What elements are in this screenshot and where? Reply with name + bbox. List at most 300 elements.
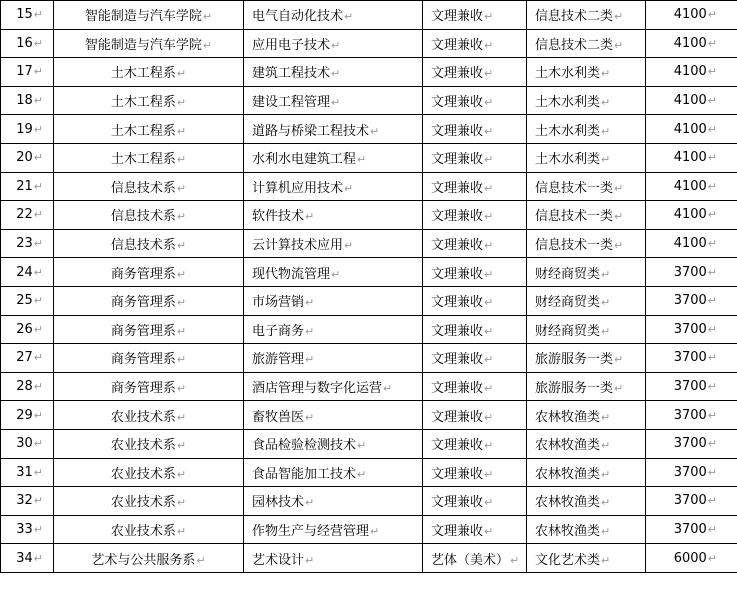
cell-subject-text: 文理兼收 xyxy=(431,352,484,368)
paragraph-mark-icon: ↵ xyxy=(370,524,380,538)
cell-department-text: 农业技术系 xyxy=(110,409,176,425)
cell-category xyxy=(527,315,646,344)
paragraph-mark-icon: ↵ xyxy=(33,122,43,136)
paragraph-mark-icon: ↵ xyxy=(305,324,315,338)
paragraph-mark-icon: ↵ xyxy=(707,265,717,279)
cell-major xyxy=(244,401,423,430)
cell-department-text: 农业技术系 xyxy=(110,495,176,511)
table-row xyxy=(1,1,737,30)
paragraph-mark-icon: ↵ xyxy=(357,153,367,167)
cell-major-text: 电气自动化技术 xyxy=(252,9,344,25)
cell-category xyxy=(527,458,646,487)
cell-subject-text: 文理兼收 xyxy=(431,495,484,511)
paragraph-mark-icon: ↵ xyxy=(707,122,717,136)
paragraph-mark-icon: ↵ xyxy=(601,439,611,453)
cell-major xyxy=(244,458,423,487)
table-row xyxy=(1,315,737,344)
cell-number xyxy=(1,429,54,458)
cell-subject-text: 文理兼收 xyxy=(431,66,484,82)
paragraph-mark-icon: ↵ xyxy=(344,239,354,253)
paragraph-mark-icon: ↵ xyxy=(331,38,341,52)
cell-category xyxy=(527,372,646,401)
cell-department-text: 信息技术系 xyxy=(110,209,176,225)
cell-major xyxy=(244,258,423,287)
cell-department-text: 智能制造与汽车学院 xyxy=(84,37,202,53)
paragraph-mark-icon: ↵ xyxy=(484,324,494,338)
paragraph-mark-icon: ↵ xyxy=(357,439,367,453)
paragraph-mark-icon: ↵ xyxy=(33,322,43,336)
cell-department-text: 土木工程系 xyxy=(110,123,176,139)
cell-subject xyxy=(423,172,527,201)
cell-fee-text: 4100 xyxy=(673,236,707,252)
paragraph-mark-icon: ↵ xyxy=(614,10,624,24)
cell-category-text: 土木水利类 xyxy=(535,66,601,82)
cell-subject-text: 文理兼收 xyxy=(431,381,484,397)
paragraph-mark-icon: ↵ xyxy=(707,237,717,251)
cell-subject xyxy=(423,229,527,258)
paragraph-mark-icon: ↵ xyxy=(33,208,43,222)
cell-department-text: 智能制造与汽车学院 xyxy=(84,9,202,25)
paragraph-mark-icon: ↵ xyxy=(33,265,43,279)
paragraph-mark-icon: ↵ xyxy=(707,351,717,365)
cell-department-text: 农业技术系 xyxy=(110,438,176,454)
cell-fee xyxy=(646,401,737,430)
cell-number xyxy=(1,58,54,87)
cell-department-text: 商务管理系 xyxy=(110,323,176,339)
paragraph-mark-icon: ↵ xyxy=(614,181,624,195)
table-row xyxy=(1,201,737,230)
cell-fee xyxy=(646,487,737,516)
paragraph-mark-icon: ↵ xyxy=(614,210,624,224)
cell-fee xyxy=(646,229,737,258)
cell-department xyxy=(54,487,244,516)
paragraph-mark-icon: ↵ xyxy=(344,10,354,24)
paragraph-mark-icon: ↵ xyxy=(383,382,393,396)
cell-number xyxy=(1,544,54,573)
cell-subject-text: 文理兼收 xyxy=(431,323,484,339)
paragraph-mark-icon: ↵ xyxy=(33,294,43,308)
cell-category-text: 土木水利类 xyxy=(535,152,601,168)
cell-subject xyxy=(423,58,527,87)
table-row xyxy=(1,86,737,115)
table-row xyxy=(1,429,737,458)
cell-major xyxy=(244,29,423,58)
cell-subject-text: 文理兼收 xyxy=(431,37,484,53)
cell-category xyxy=(527,544,646,573)
cell-category-text: 信息技术一类 xyxy=(535,180,614,196)
paragraph-mark-icon: ↵ xyxy=(707,465,717,479)
cell-category xyxy=(527,344,646,373)
cell-major xyxy=(244,429,423,458)
cell-subject xyxy=(423,315,527,344)
cell-subject-text: 文理兼收 xyxy=(431,409,484,425)
paragraph-mark-icon: ↵ xyxy=(176,382,187,396)
table-row xyxy=(1,515,737,544)
paragraph-mark-icon: ↵ xyxy=(176,67,187,81)
paragraph-mark-icon: ↵ xyxy=(484,524,494,538)
cell-category-text: 信息技术一类 xyxy=(535,238,614,254)
cell-subject xyxy=(423,429,527,458)
cell-major-text: 园林技术 xyxy=(252,495,305,511)
table-row xyxy=(1,544,737,573)
cell-department-text: 土木工程系 xyxy=(110,152,176,168)
cell-department-text: 商务管理系 xyxy=(110,352,176,368)
cell-category xyxy=(527,258,646,287)
paragraph-mark-icon: ↵ xyxy=(484,153,494,167)
cell-department xyxy=(54,172,244,201)
paragraph-mark-icon: ↵ xyxy=(707,94,717,108)
cell-number xyxy=(1,115,54,144)
paragraph-mark-icon: ↵ xyxy=(601,124,611,138)
cell-fee-text: 3700 xyxy=(673,493,707,509)
cell-fee xyxy=(646,458,737,487)
paragraph-mark-icon: ↵ xyxy=(707,522,717,536)
cell-category-text: 农林牧渔类 xyxy=(535,495,601,511)
table-row xyxy=(1,143,737,172)
cell-major-text: 道路与桥梁工程技术 xyxy=(252,123,370,139)
cell-department xyxy=(54,229,244,258)
cell-major xyxy=(244,315,423,344)
paragraph-mark-icon: ↵ xyxy=(176,296,187,310)
cell-major xyxy=(244,286,423,315)
cell-department xyxy=(54,515,244,544)
cell-subject-text: 艺体（美术） xyxy=(431,552,510,568)
paragraph-mark-icon: ↵ xyxy=(196,553,206,567)
cell-fee xyxy=(646,429,737,458)
paragraph-mark-icon: ↵ xyxy=(176,267,187,281)
paragraph-mark-icon: ↵ xyxy=(484,124,494,138)
table-row xyxy=(1,258,737,287)
paragraph-mark-icon: ↵ xyxy=(707,179,717,193)
cell-category-text: 信息技术二类 xyxy=(535,9,614,25)
cell-number xyxy=(1,86,54,115)
table-row xyxy=(1,58,737,87)
table-row xyxy=(1,372,737,401)
cell-major xyxy=(244,201,423,230)
cell-subject xyxy=(423,143,527,172)
cell-major xyxy=(244,344,423,373)
cell-number-text: 15 xyxy=(16,7,33,23)
cell-department-text: 农业技术系 xyxy=(110,523,176,539)
paragraph-mark-icon: ↵ xyxy=(484,267,494,281)
paragraph-mark-icon: ↵ xyxy=(484,239,494,253)
cell-department-text: 土木工程系 xyxy=(110,95,176,111)
cell-fee xyxy=(646,515,737,544)
cell-category-text: 旅游服务一类 xyxy=(535,352,614,368)
cell-category-text: 信息技术一类 xyxy=(535,209,614,225)
cell-category xyxy=(527,201,646,230)
cell-fee-text: 3700 xyxy=(673,293,707,309)
cell-department xyxy=(54,344,244,373)
paragraph-mark-icon: ↵ xyxy=(484,96,494,110)
cell-fee xyxy=(646,115,737,144)
paragraph-mark-icon: ↵ xyxy=(33,408,43,422)
cell-subject-text: 文理兼收 xyxy=(431,266,484,282)
cell-fee xyxy=(646,372,737,401)
cell-number-text: 28 xyxy=(16,379,33,395)
cell-subject xyxy=(423,201,527,230)
cell-fee-text: 6000 xyxy=(673,550,707,566)
paragraph-mark-icon: ↵ xyxy=(614,382,624,396)
cell-major-text: 酒店管理与数字化运营 xyxy=(252,381,383,397)
paragraph-mark-icon: ↵ xyxy=(176,324,187,338)
cell-major xyxy=(244,143,423,172)
paragraph-mark-icon: ↵ xyxy=(176,181,187,195)
paragraph-mark-icon: ↵ xyxy=(601,67,611,81)
cell-category-text: 财经商贸类 xyxy=(535,323,601,339)
cell-category xyxy=(527,115,646,144)
cell-fee xyxy=(646,143,737,172)
cell-category-text: 信息技术二类 xyxy=(535,37,614,53)
cell-number xyxy=(1,201,54,230)
cell-fee-text: 4100 xyxy=(673,150,707,166)
cell-department-text: 商务管理系 xyxy=(110,381,176,397)
paragraph-mark-icon: ↵ xyxy=(484,38,494,52)
cell-number xyxy=(1,515,54,544)
paragraph-mark-icon: ↵ xyxy=(357,467,367,481)
table-body xyxy=(1,1,737,573)
cell-category-text: 农林牧渔类 xyxy=(535,466,601,482)
paragraph-mark-icon: ↵ xyxy=(176,353,187,367)
paragraph-mark-icon: ↵ xyxy=(344,181,354,195)
cell-fee-text: 4100 xyxy=(673,207,707,223)
paragraph-mark-icon: ↵ xyxy=(33,151,43,165)
cell-number-text: 24 xyxy=(16,264,33,280)
paragraph-mark-icon: ↵ xyxy=(707,494,717,508)
paragraph-mark-icon: ↵ xyxy=(33,494,43,508)
cell-number-text: 18 xyxy=(16,93,33,109)
cell-category xyxy=(527,1,646,30)
cell-category-text: 农林牧渔类 xyxy=(535,523,601,539)
cell-department xyxy=(54,372,244,401)
cell-department-text: 农业技术系 xyxy=(110,466,176,482)
cell-number xyxy=(1,315,54,344)
cell-number-text: 22 xyxy=(16,207,33,223)
cell-number-text: 34 xyxy=(16,550,33,566)
cell-fee-text: 3700 xyxy=(673,321,707,337)
cell-fee-text: 4100 xyxy=(673,64,707,80)
cell-number-text: 16 xyxy=(16,35,33,51)
cell-fee-text: 3700 xyxy=(673,436,707,452)
cell-category xyxy=(527,515,646,544)
cell-fee xyxy=(646,86,737,115)
paragraph-mark-icon: ↵ xyxy=(601,496,611,510)
cell-number-text: 33 xyxy=(16,521,33,537)
cell-number-text: 26 xyxy=(16,321,33,337)
paragraph-mark-icon: ↵ xyxy=(601,410,611,424)
cell-fee xyxy=(646,1,737,30)
cell-subject xyxy=(423,372,527,401)
paragraph-mark-icon: ↵ xyxy=(33,237,43,251)
paragraph-mark-icon: ↵ xyxy=(305,353,315,367)
paragraph-mark-icon: ↵ xyxy=(707,294,717,308)
cell-department xyxy=(54,258,244,287)
cell-fee xyxy=(646,344,737,373)
cell-subject xyxy=(423,286,527,315)
paragraph-mark-icon: ↵ xyxy=(510,553,520,567)
cell-number xyxy=(1,258,54,287)
cell-category xyxy=(527,229,646,258)
cell-fee-text: 4100 xyxy=(673,178,707,194)
cell-major-text: 艺术设计 xyxy=(252,552,305,568)
cell-number xyxy=(1,172,54,201)
cell-major-text: 食品检验检测技术 xyxy=(252,438,357,454)
cell-fee-text: 4100 xyxy=(673,7,707,23)
paragraph-mark-icon: ↵ xyxy=(707,65,717,79)
cell-fee xyxy=(646,172,737,201)
table-row xyxy=(1,229,737,258)
paragraph-mark-icon: ↵ xyxy=(176,467,187,481)
cell-category xyxy=(527,58,646,87)
paragraph-mark-icon: ↵ xyxy=(707,151,717,165)
paragraph-mark-icon: ↵ xyxy=(176,524,187,538)
paragraph-mark-icon: ↵ xyxy=(33,437,43,451)
paragraph-mark-icon: ↵ xyxy=(33,551,43,565)
cell-subject xyxy=(423,344,527,373)
cell-number xyxy=(1,344,54,373)
cell-department xyxy=(54,401,244,430)
cell-subject xyxy=(423,487,527,516)
cell-fee-text: 4100 xyxy=(673,121,707,137)
table-row xyxy=(1,344,737,373)
paragraph-mark-icon: ↵ xyxy=(707,380,717,394)
paragraph-mark-icon: ↵ xyxy=(601,267,611,281)
cell-major xyxy=(244,544,423,573)
cell-number xyxy=(1,143,54,172)
paragraph-mark-icon: ↵ xyxy=(305,296,315,310)
table-row xyxy=(1,401,737,430)
paragraph-mark-icon: ↵ xyxy=(176,239,187,253)
cell-subject-text: 文理兼收 xyxy=(431,9,484,25)
cell-subject-text: 文理兼收 xyxy=(431,438,484,454)
table-row xyxy=(1,172,737,201)
cell-department-text: 艺术与公共服务系 xyxy=(91,552,196,568)
paragraph-mark-icon: ↵ xyxy=(707,408,717,422)
paragraph-mark-icon: ↵ xyxy=(33,522,43,536)
cell-subject-text: 文理兼收 xyxy=(431,152,484,168)
cell-department xyxy=(54,315,244,344)
cell-major-text: 旅游管理 xyxy=(252,352,305,368)
paragraph-mark-icon: ↵ xyxy=(601,324,611,338)
cell-category-text: 农林牧渔类 xyxy=(535,409,601,425)
cell-department-text: 土木工程系 xyxy=(110,66,176,82)
cell-number-text: 19 xyxy=(16,121,33,137)
cell-major xyxy=(244,515,423,544)
cell-department xyxy=(54,143,244,172)
cell-fee-text: 3700 xyxy=(673,521,707,537)
cell-category xyxy=(527,29,646,58)
cell-major-text: 建筑工程技术 xyxy=(252,66,331,82)
cell-major xyxy=(244,487,423,516)
cell-category xyxy=(527,143,646,172)
paragraph-mark-icon: ↵ xyxy=(707,551,717,565)
cell-number-text: 29 xyxy=(16,407,33,423)
cell-number-text: 32 xyxy=(16,493,33,509)
cell-major-text: 作物生产与经营管理 xyxy=(252,523,370,539)
cell-fee-text: 4100 xyxy=(673,93,707,109)
cell-category-text: 文化艺术类 xyxy=(535,552,601,568)
cell-subject xyxy=(423,1,527,30)
cell-major-text: 畜牧兽医 xyxy=(252,409,305,425)
cell-major-text: 计算机应用技术 xyxy=(252,180,344,196)
cell-major xyxy=(244,172,423,201)
cell-number xyxy=(1,458,54,487)
cell-number-text: 31 xyxy=(16,464,33,480)
cell-fee xyxy=(646,315,737,344)
cell-department xyxy=(54,1,244,30)
paragraph-mark-icon: ↵ xyxy=(601,467,611,481)
paragraph-mark-icon: ↵ xyxy=(176,124,187,138)
cell-number xyxy=(1,229,54,258)
cell-category-text: 财经商贸类 xyxy=(535,266,601,282)
paragraph-mark-icon: ↵ xyxy=(707,437,717,451)
paragraph-mark-icon: ↵ xyxy=(601,524,611,538)
paragraph-mark-icon: ↵ xyxy=(484,353,494,367)
cell-fee xyxy=(646,258,737,287)
paragraph-mark-icon: ↵ xyxy=(176,439,187,453)
cell-category xyxy=(527,86,646,115)
cell-subject xyxy=(423,515,527,544)
paragraph-mark-icon: ↵ xyxy=(484,181,494,195)
cell-subject-text: 文理兼收 xyxy=(431,180,484,196)
cell-fee-text: 3700 xyxy=(673,350,707,366)
paragraph-mark-icon: ↵ xyxy=(33,36,43,50)
paragraph-mark-icon: ↵ xyxy=(33,65,43,79)
cell-fee-text: 3700 xyxy=(673,464,707,480)
cell-category xyxy=(527,487,646,516)
cell-department xyxy=(54,286,244,315)
cell-major-text: 建设工程管理 xyxy=(252,95,331,111)
cell-subject-text: 文理兼收 xyxy=(431,295,484,311)
cell-major-text: 食品智能加工技术 xyxy=(252,466,357,482)
cell-subject-text: 文理兼收 xyxy=(431,466,484,482)
cell-number-text: 17 xyxy=(16,64,33,80)
cell-fee xyxy=(646,29,737,58)
cell-category-text: 土木水利类 xyxy=(535,123,601,139)
cell-number xyxy=(1,401,54,430)
paragraph-mark-icon: ↵ xyxy=(331,96,341,110)
cell-major-text: 水利水电建筑工程 xyxy=(252,152,357,168)
paragraph-mark-icon: ↵ xyxy=(484,382,494,396)
paragraph-mark-icon: ↵ xyxy=(601,296,611,310)
paragraph-mark-icon: ↵ xyxy=(484,67,494,81)
cell-major xyxy=(244,1,423,30)
cell-subject xyxy=(423,258,527,287)
cell-major xyxy=(244,229,423,258)
paragraph-mark-icon: ↵ xyxy=(33,179,43,193)
cell-department-text: 商务管理系 xyxy=(110,295,176,311)
cell-department xyxy=(54,544,244,573)
cell-department xyxy=(54,429,244,458)
cell-fee xyxy=(646,286,737,315)
table-row xyxy=(1,286,737,315)
cell-category-text: 财经商贸类 xyxy=(535,295,601,311)
cell-major-text: 市场营销 xyxy=(252,295,305,311)
paragraph-mark-icon: ↵ xyxy=(370,124,380,138)
paragraph-mark-icon: ↵ xyxy=(202,10,213,24)
cell-category xyxy=(527,172,646,201)
cell-major xyxy=(244,372,423,401)
cell-major xyxy=(244,58,423,87)
cell-major xyxy=(244,115,423,144)
cell-subject-text: 文理兼收 xyxy=(431,95,484,111)
cell-department xyxy=(54,201,244,230)
cell-number xyxy=(1,372,54,401)
paragraph-mark-icon: ↵ xyxy=(601,96,611,110)
cell-number-text: 23 xyxy=(16,236,33,252)
cell-subject xyxy=(423,86,527,115)
paragraph-mark-icon: ↵ xyxy=(614,239,624,253)
